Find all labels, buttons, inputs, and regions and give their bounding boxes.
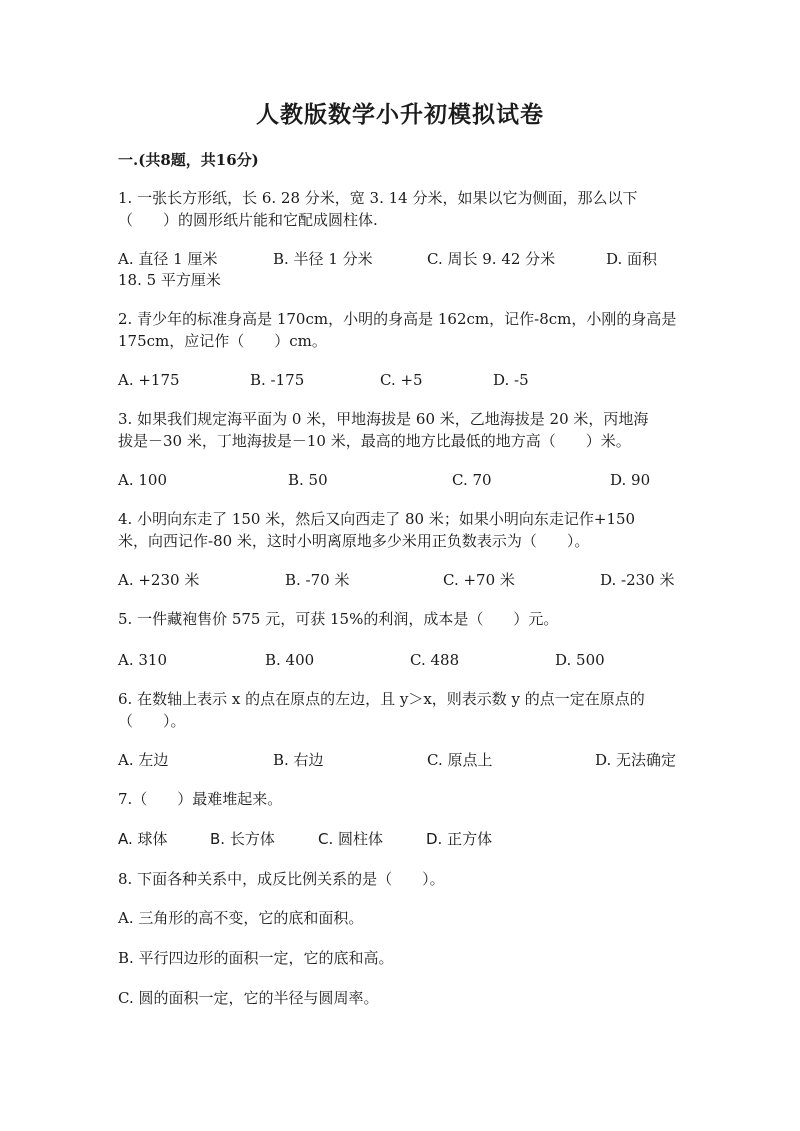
question-5-option-c: C. 488 — [410, 651, 460, 669]
question-1-line-2: （ ）的圆形纸片能和它配成圆柱体. — [118, 211, 378, 229]
question-3-option-d: D. 90 — [610, 471, 651, 489]
question-2-option-c: C. +5 — [380, 371, 423, 389]
question-8-line-1: 8. 下面各种关系中，成反比例关系的是（ ）。 — [118, 870, 445, 888]
question-6-line-2: （ ）。 — [118, 712, 186, 730]
question-2-option-a: A. +175 — [118, 371, 180, 389]
question-1-option-a: A. 直径 1 厘米 — [118, 250, 218, 268]
question-1-option-c: C. 周长 9. 42 分米 — [427, 250, 556, 268]
question-7-option-c: C. 圆柱体 — [318, 830, 384, 848]
question-8-option-a: A. 三角形的高不变，它的底和面积。 — [118, 909, 364, 927]
question-6-option-a: A. 左边 — [118, 751, 169, 769]
question-1-option-d-continued: 18. 5 平方厘米 — [118, 271, 221, 289]
question-6-option-b: B. 右边 — [273, 751, 324, 769]
question-5-line-1: 5. 一件藏袍售价 575 元，可获 15%的利润，成本是（ ）元。 — [118, 610, 559, 628]
question-6-option-c: C. 原点上 — [427, 751, 493, 769]
question-6-line-1: 6. 在数轴上表示 x 的点在原点的左边，且 y＞x，则表示数 y 的点一定在原点的 — [118, 690, 645, 708]
question-5-option-d: D. 500 — [555, 651, 605, 669]
question-7-option-b: B. 长方体 — [210, 830, 275, 848]
question-2-line-2: 175cm，应记作（ ）cm。 — [118, 332, 327, 350]
question-3-option-c: C. 70 — [452, 471, 492, 489]
question-7-option-a: A. 球体 — [118, 830, 168, 848]
question-6-option-d: D. 无法确定 — [595, 751, 677, 769]
question-4-option-c: C. +70 米 — [443, 571, 515, 589]
question-2-option-d: D. -5 — [493, 371, 529, 389]
page-title: 人教版数学小升初模拟试卷 — [256, 101, 544, 128]
question-4-line-2: 米，向西记作-80 米，这时小明离原地多少米用正负数表示为（ ）。 — [118, 532, 590, 550]
question-7-line-1: 7.（ ）最难堆起来。 — [118, 790, 283, 808]
question-1-option-b: B. 半径 1 分米 — [273, 250, 373, 268]
question-4-option-b: B. -70 米 — [285, 571, 350, 589]
question-2-option-b: B. -175 — [250, 371, 305, 389]
question-4-option-d: D. -230 米 — [600, 571, 675, 589]
question-1-option-d: D. 面积 — [606, 250, 658, 268]
question-4-option-a: A. +230 米 — [118, 571, 200, 589]
question-2-line-1: 2. 青少年的标准身高是 170cm，小明的身高是 162cm，记作-8cm，小刚的身高是 — [118, 310, 677, 328]
question-3-option-b: B. 50 — [288, 471, 328, 489]
question-7-option-d: D. 正方体 — [426, 830, 493, 848]
question-3-line-2: 拔是－30 米，丁地海拔是－10 米，最高的地方比最低的地方高（ ）米。 — [118, 432, 631, 450]
question-3-option-a: A. 100 — [118, 471, 167, 489]
section-heading: 一.(共8题，共16分) — [118, 151, 259, 169]
question-4-line-1: 4. 小明向东走了 150 米，然后又向西走了 80 米；如果小明向东走记作+150 — [118, 510, 636, 528]
question-5-option-b: B. 400 — [265, 651, 315, 669]
question-1-line-1: 1. 一张长方形纸，长 6. 28 分米，宽 3. 14 分米，如果以它为侧面，那么以下 — [118, 189, 638, 207]
question-5-option-a: A. 310 — [118, 651, 167, 669]
question-3-line-1: 3. 如果我们规定海平面为 0 米，甲地海拔是 60 米，乙地海拔是 20 米，丙地海 — [118, 410, 649, 428]
question-8-option-b: B. 平行四边形的面积一定，它的底和高。 — [118, 949, 394, 967]
question-8-option-c: C. 圆的面积一定，它的半径与圆周率。 — [118, 989, 379, 1007]
